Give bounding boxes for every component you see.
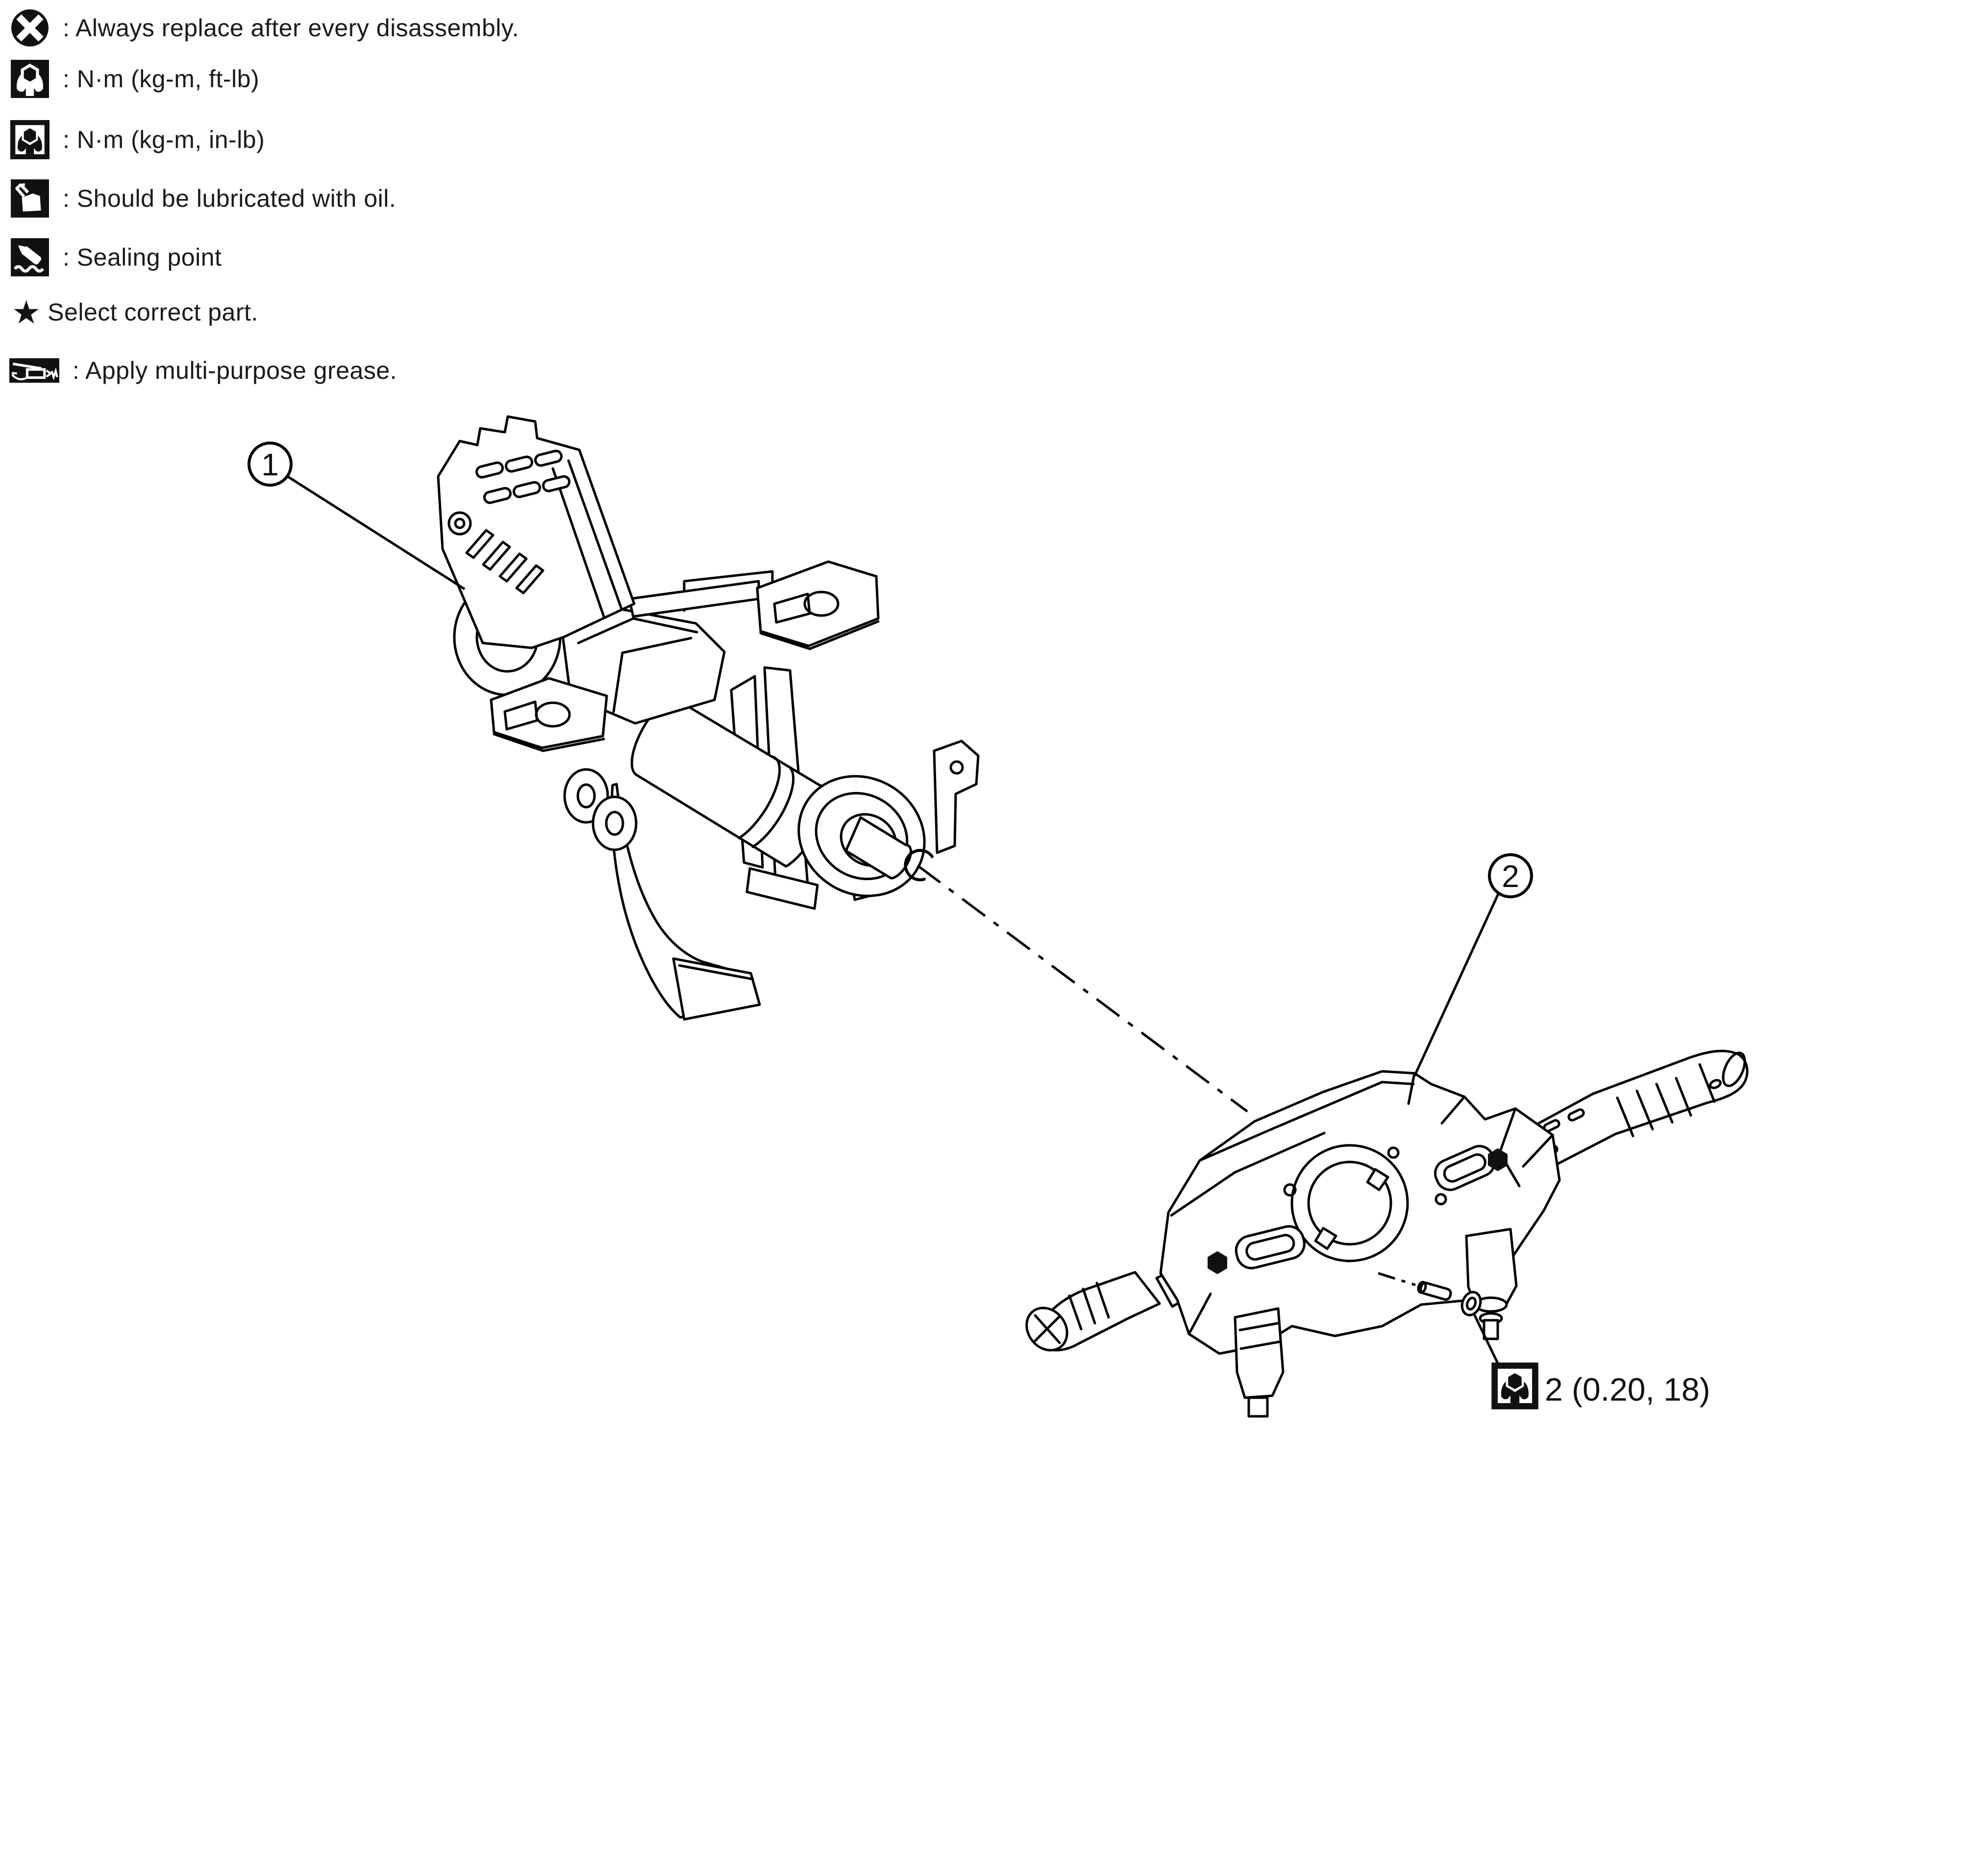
combination-switch-drawing (1018, 1050, 1749, 1416)
legend-item-label: : Should be lubricated with oil. (63, 185, 396, 212)
legend-item-label: : Sealing point (63, 244, 222, 271)
assembly-axis-dashline (917, 865, 1247, 1111)
star-icon: ★ (12, 294, 41, 330)
torque-value: 2 (0.20, 18) (1545, 1371, 1710, 1407)
callout-2-leader (1414, 893, 1499, 1076)
callout-1-number: 1 (261, 447, 279, 482)
callout-2 (1414, 855, 1532, 1076)
callout-1 (249, 443, 465, 589)
legend-item-label: : Always replace after every disassembly. (63, 14, 520, 42)
legend-item-label: : N·m (kg-m, ft-lb) (63, 65, 260, 93)
legend-item-label: : Apply multi-purpose grease. (73, 357, 397, 384)
callout-2-number: 2 (1502, 859, 1519, 894)
steering-column-drawing (438, 417, 978, 1019)
torque-annotation (1495, 1366, 1710, 1407)
torque-inlb-icon (1495, 1366, 1535, 1407)
legend-item-label: : N·m (kg-m, in-lb) (63, 126, 265, 153)
legend-item-label: Select correct part. (48, 298, 258, 326)
